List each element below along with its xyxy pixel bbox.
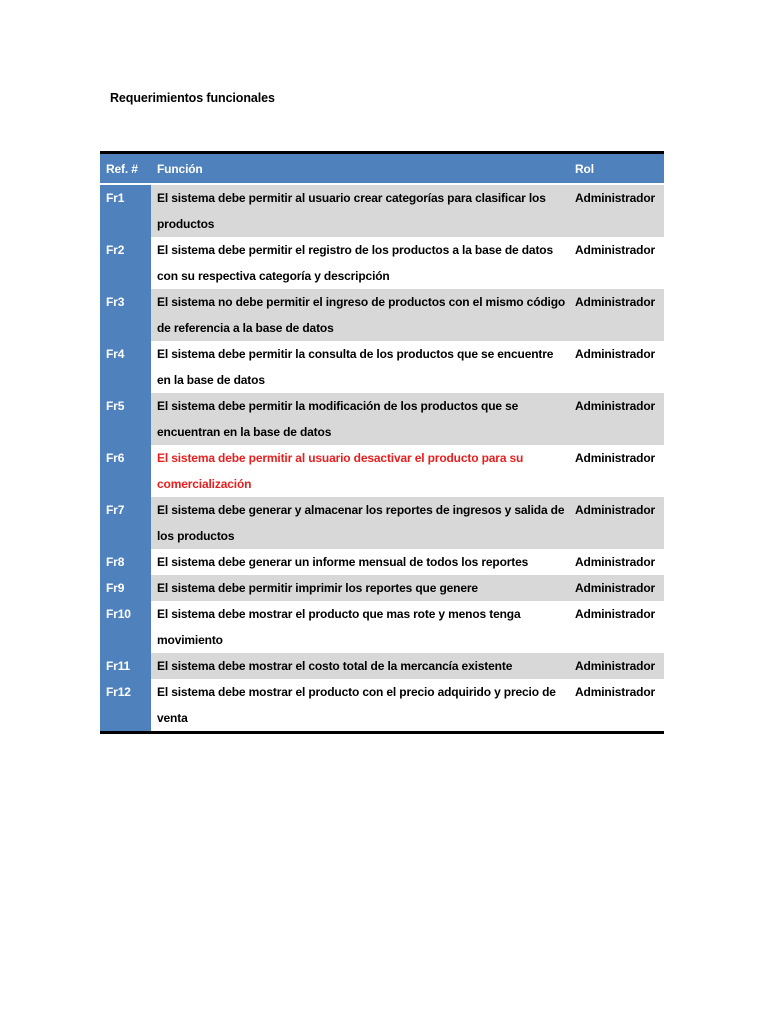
row-ref: Fr7 [100,497,151,549]
row-ref: Fr3 [100,289,151,341]
row-ref: Fr2 [100,237,151,289]
row-function: El sistema debe generar y almacenar los reportes de ingresos y salida de los productos [151,497,569,549]
row-function: El sistema debe permitir al usuario crear categorías para clasificar los productos [151,184,569,237]
table-row [100,497,664,549]
table-header-row [100,153,664,185]
row-ref: Fr8 [100,549,151,575]
row-role: Administrador [569,601,664,653]
table-row [100,679,664,733]
requirements-table [100,151,664,734]
table-row [100,237,664,289]
row-function: El sistema debe permitir la consulta de los productos que se encuentre en la base de datos [151,341,569,393]
table-row [100,575,664,601]
header-function: Función [151,153,569,185]
row-role: Administrador [569,237,664,289]
table-row [100,601,664,653]
row-function: El sistema debe mostrar el costo total de la mercancía existente [151,653,569,679]
row-function-highlighted: El sistema debe permitir al usuario desactivar el producto para su comercialización [151,445,569,497]
table-row [100,393,664,445]
row-function: El sistema debe mostrar el producto que mas rote y menos tenga movimiento [151,601,569,653]
row-role: Administrador [569,653,664,679]
row-ref: Fr5 [100,393,151,445]
table-row [100,549,664,575]
table-row [100,289,664,341]
document-title: Requerimientos funcionales [110,91,275,105]
header-ref: Ref. # [100,153,151,185]
row-role: Administrador [569,341,664,393]
row-ref: Fr9 [100,575,151,601]
row-ref: Fr12 [100,679,151,733]
row-ref: Fr11 [100,653,151,679]
table-row [100,184,664,237]
row-role: Administrador [569,393,664,445]
row-ref: Fr6 [100,445,151,497]
row-function: El sistema debe permitir la modificación de los productos que se encuentran en la base de datos [151,393,569,445]
row-function: El sistema no debe permitir el ingreso de productos con el mismo código de referencia a la base de datos [151,289,569,341]
row-ref: Fr1 [100,184,151,237]
row-role: Administrador [569,679,664,733]
row-role: Administrador [569,549,664,575]
row-role: Administrador [569,184,664,237]
row-ref: Fr10 [100,601,151,653]
row-role: Administrador [569,445,664,497]
header-role: Rol [569,153,664,185]
row-function: El sistema debe permitir imprimir los reportes que genere [151,575,569,601]
row-function: El sistema debe generar un informe mensual de todos los reportes [151,549,569,575]
row-function: El sistema debe permitir el registro de los productos a la base de datos con su respectiva categoría y descripción [151,237,569,289]
row-role: Administrador [569,289,664,341]
table-row [100,341,664,393]
row-ref: Fr4 [100,341,151,393]
table-row [100,653,664,679]
row-function: El sistema debe mostrar el producto con el precio adquirido y precio de venta [151,679,569,733]
row-role: Administrador [569,497,664,549]
row-role: Administrador [569,575,664,601]
table-row [100,445,664,497]
